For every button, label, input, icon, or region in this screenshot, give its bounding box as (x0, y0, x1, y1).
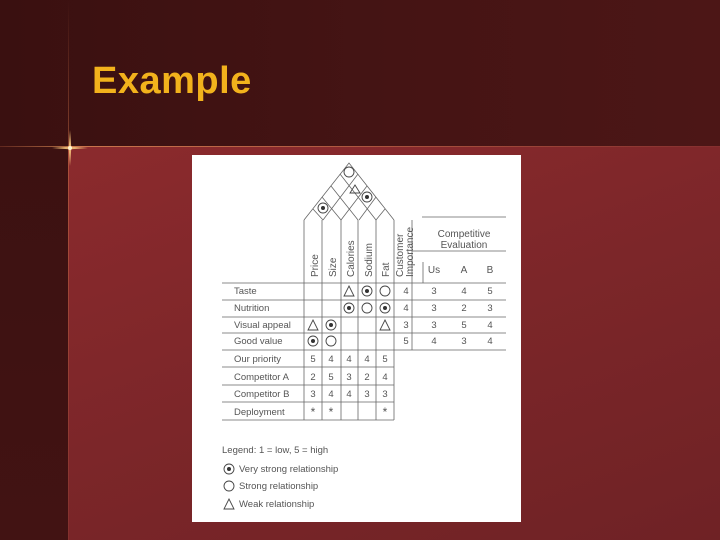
col-header-calories: Calories (346, 240, 357, 277)
bottom-row-value: 4 (346, 354, 352, 365)
bottom-row-label: Our priority (234, 354, 281, 365)
bottom-row-value: 3 (364, 389, 370, 400)
req-us: 3 (431, 320, 437, 331)
col-header-price: Price (310, 254, 321, 277)
req-b: 5 (487, 286, 493, 297)
weak-icon (380, 320, 390, 330)
roof-outline (304, 163, 394, 220)
legend-label: Very strong relationship (239, 464, 339, 475)
house-of-quality-diagram (192, 155, 521, 522)
weak-icon (344, 286, 354, 296)
bottom-row-value: 2 (310, 372, 316, 383)
req-a: 4 (461, 286, 467, 297)
req-a: 5 (461, 320, 467, 331)
bottom-row-value: 4 (382, 372, 388, 383)
competitive-col-a: A (460, 265, 468, 276)
legend-label: Strong relationship (239, 481, 319, 492)
bottom-row-value: 2 (364, 372, 370, 383)
req-us: 4 (431, 336, 437, 347)
legend-strong-icon (224, 481, 234, 491)
left-band (0, 146, 68, 540)
importance-header-line2: Importance (405, 226, 416, 277)
col-header-importance (395, 227, 416, 277)
deployment-mark: * (382, 405, 388, 419)
slide-title: Example (92, 60, 252, 102)
req-us: 3 (431, 303, 437, 314)
sparkle-icon (50, 128, 90, 168)
req-us: 3 (431, 286, 437, 297)
competitive-header-line2: Evaluation (440, 240, 488, 251)
req-a: 3 (461, 336, 467, 347)
req-b: 3 (487, 303, 493, 314)
strong-icon (362, 303, 372, 313)
req-label: Visual appeal (234, 320, 291, 331)
col-header-size: Size (328, 257, 339, 277)
req-importance: 4 (403, 303, 409, 314)
competitive-col-b: B (486, 265, 494, 276)
req-importance: 3 (403, 320, 409, 331)
competitive-col-us: Us (427, 265, 441, 276)
req-b: 4 (487, 336, 493, 347)
req-label: Taste (234, 286, 257, 297)
legend-weak-icon (224, 499, 234, 509)
deployment-mark: * (310, 405, 316, 419)
col-header-fat: Fat (381, 262, 392, 277)
competitive-header-line1: Competitive (437, 229, 491, 240)
deployment-mark: * (328, 405, 334, 419)
bottom-row-value: 3 (346, 372, 352, 383)
horizontal-rule (0, 146, 720, 147)
bottom-row-label: Competitor B (234, 389, 290, 400)
roof-strong-icon (344, 167, 354, 177)
req-label: Good value (234, 336, 283, 347)
weak-icon (308, 320, 318, 330)
col-header-sodium: Sodium (364, 243, 375, 277)
bottom-row-label: Deployment (234, 407, 285, 418)
importance-header-line1: Customer (395, 233, 406, 277)
req-label: Nutrition (234, 303, 270, 314)
house-of-quality-figure (192, 155, 521, 522)
legend-title: Legend: 1 = low, 5 = high (222, 445, 329, 456)
strong-icon (326, 336, 336, 346)
bottom-row-value: 4 (328, 354, 334, 365)
strong-icon (380, 286, 390, 296)
bottom-row-value: 4 (328, 389, 334, 400)
req-importance: 5 (403, 336, 409, 347)
bottom-row-value: 5 (382, 354, 388, 365)
bottom-row-value: 3 (310, 389, 316, 400)
req-a: 2 (461, 303, 467, 314)
req-importance: 4 (403, 286, 409, 297)
bottom-row-value: 4 (346, 389, 352, 400)
legend-label: Weak relationship (239, 499, 315, 510)
vertical-rule (68, 0, 69, 540)
bottom-row-value: 5 (328, 372, 334, 383)
bottom-row-value: 4 (364, 354, 370, 365)
bottom-row-label: Competitor A (234, 372, 289, 383)
bottom-row-value: 5 (310, 354, 316, 365)
bottom-row-value: 3 (382, 389, 388, 400)
req-b: 4 (487, 320, 493, 331)
